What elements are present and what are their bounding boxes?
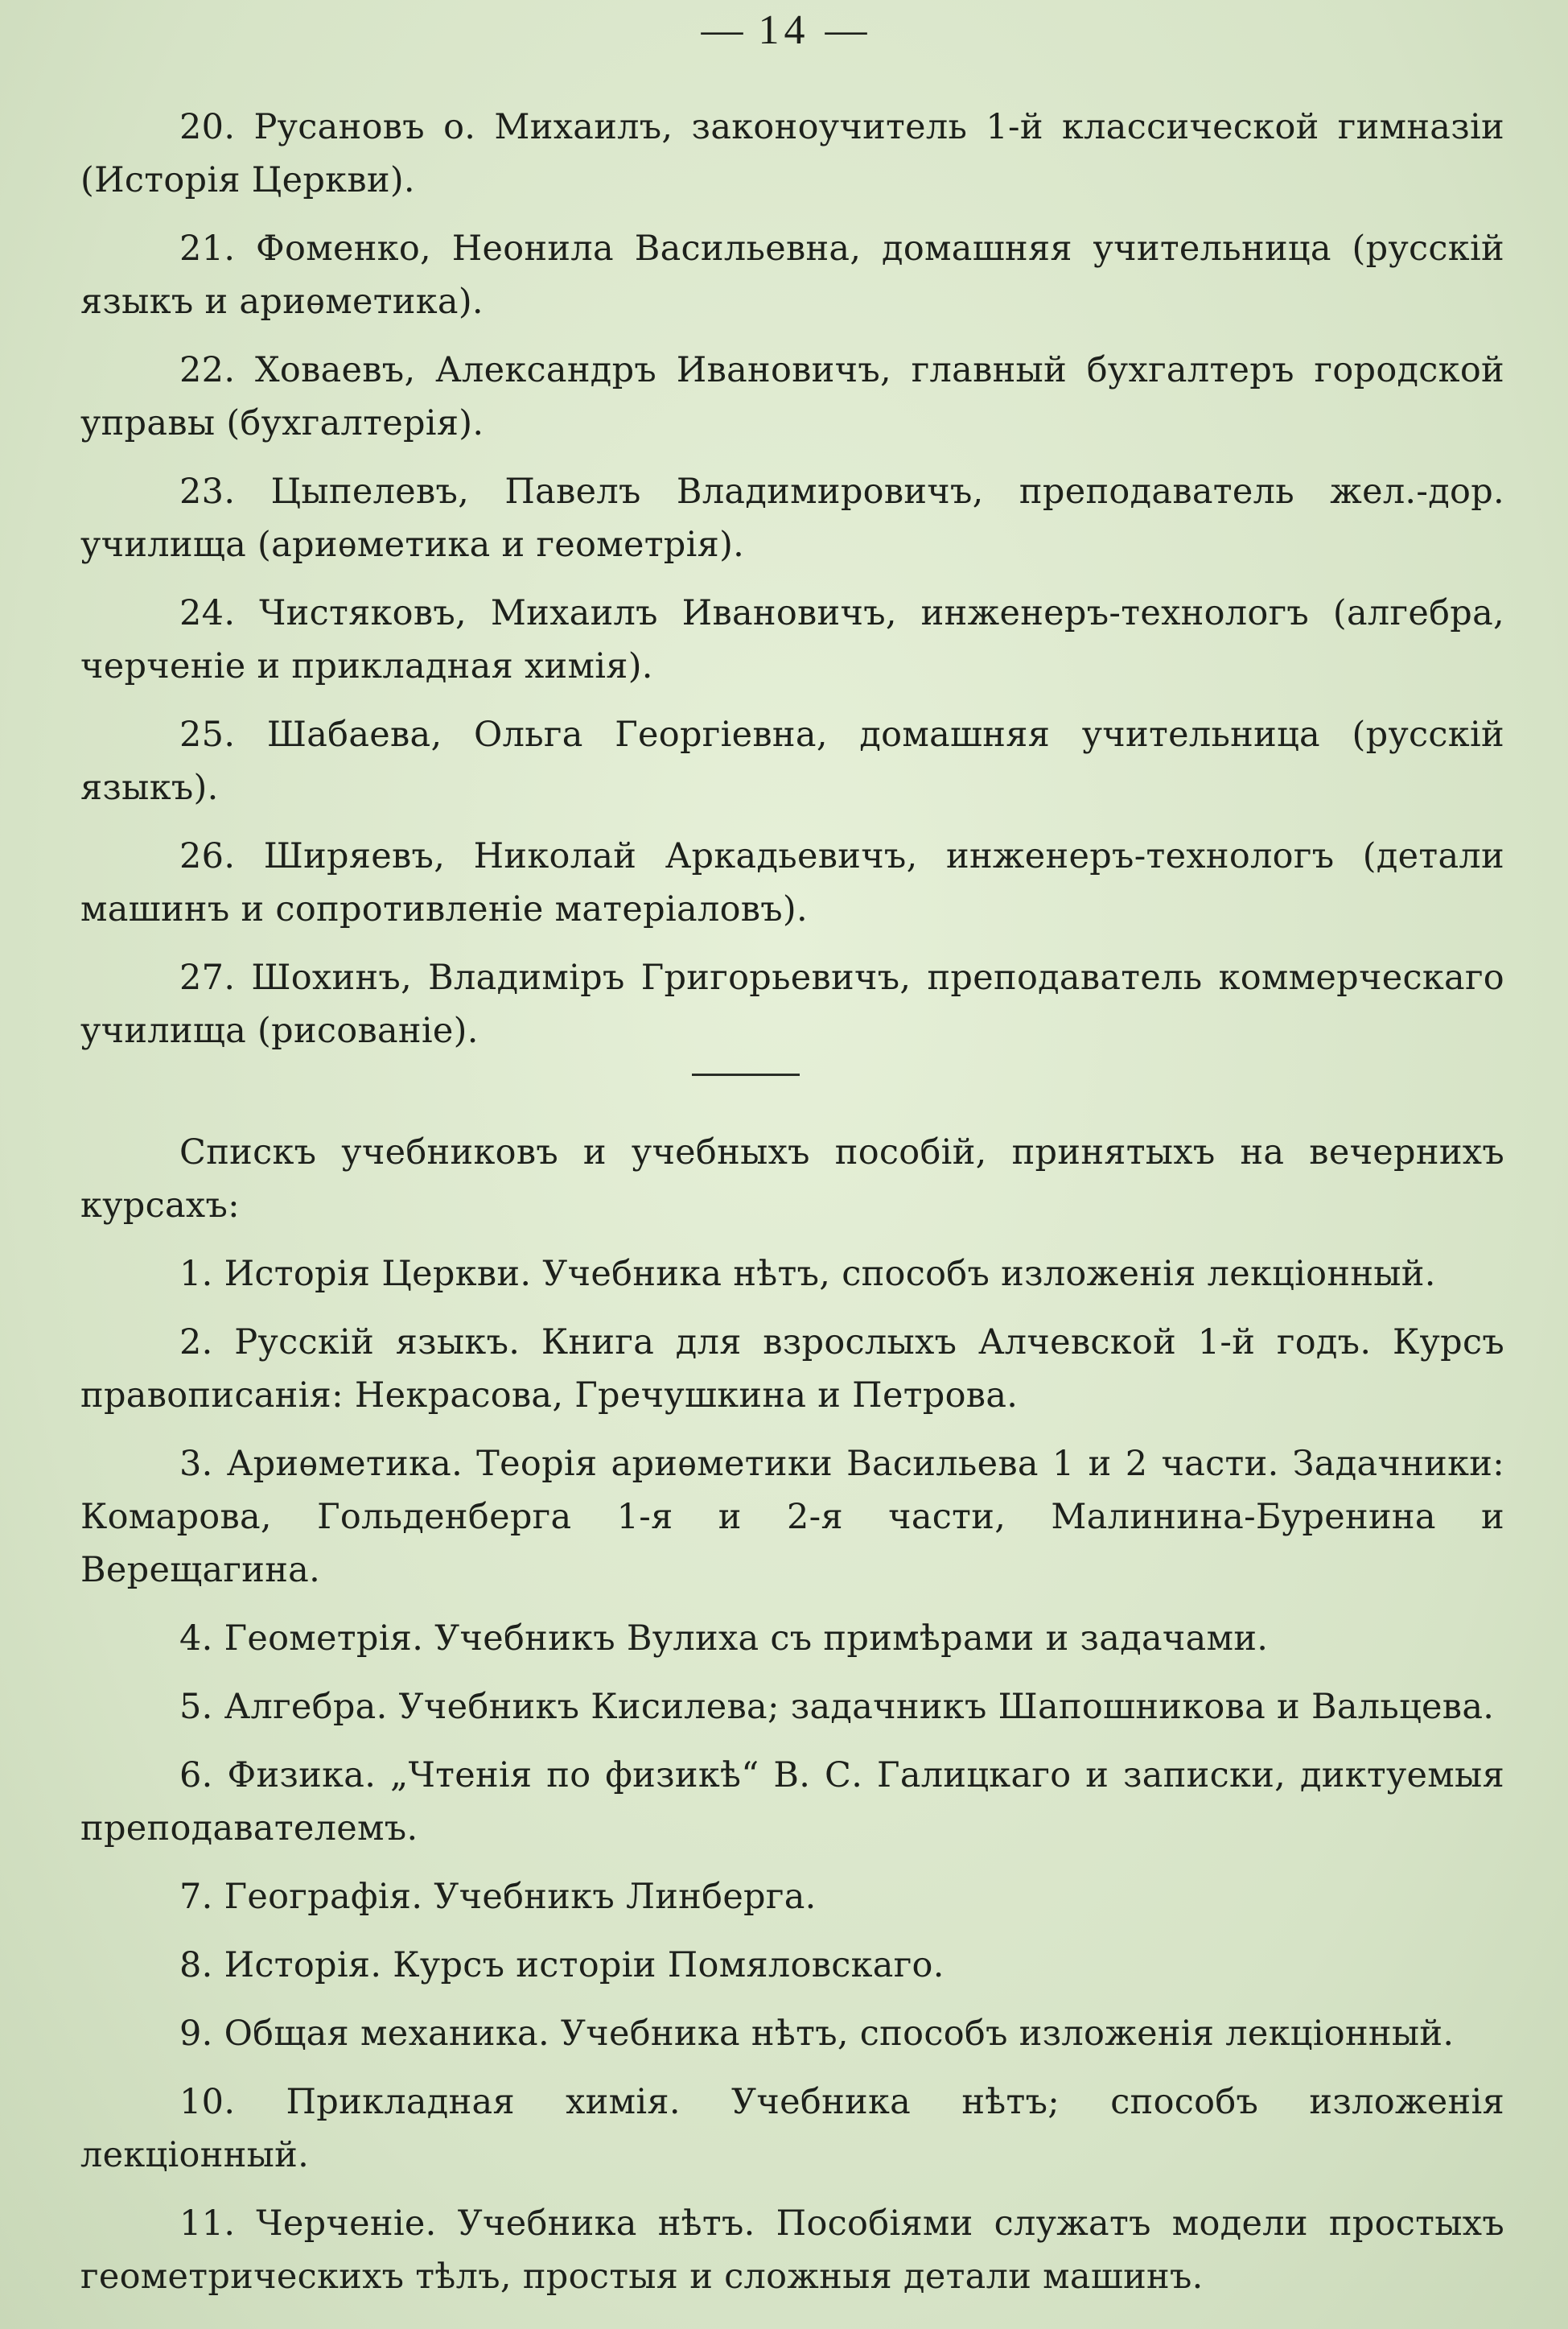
page-number: 14 [758,7,810,53]
teacher-entry: 25. Шабаева, Ольга Георгіевна, домашняя учительница (русскій языкъ). [80,715,1504,808]
teacher-entry: 21. Фоменко, Неонила Васильевна, домашняя учительница (русскій языкъ и ариѳметика). [80,229,1504,322]
textbook-entry: 4. Геометрія. Учебникъ Вулиха съ примѣрами и задачами. [179,1618,1269,1659]
main-text [80,101,1504,2319]
teacher-entry: 27. Шохинъ, Владиміръ Григорьевичъ, преподаватель коммерческаго училища (рисованіе). [80,958,1504,1051]
textbook-entry: 6. Физика. „Чтенія по физикѣ“ В. С. Галицкаго и записки, диктуемыя преподавателемъ. [80,1755,1504,1849]
textbook-entry: 7. Географія. Учебникъ Линберга. [179,1877,817,1917]
textbook-entry: 11. Черченіе. Учебника нѣтъ. Пособіями служатъ модели простыхъ геометрическихъ тѣлъ, простыя и сложныя детали машинъ. [80,2203,1504,2297]
teacher-entry: 23. Цыпелевъ, Павелъ Владимировичъ, преподаватель жел.-дор. училища (ариѳметика и геометрія). [80,472,1504,565]
textbook-entry: 10. Прикладная химія. Учебника нѣтъ; способъ изложенія лекціонный. [80,2082,1504,2175]
section-divider [692,1074,800,1076]
textbook-entry: 2. Русскій языкъ. Книга для взрослыхъ Алчевской 1-й годъ. Курсъ правописанія: Некрасова, Гречушкина и Петрова. [80,1322,1504,1416]
teacher-entry: 20. Русановъ о. Михаилъ, законоучитель 1-й классической гимназіи (Исторія Церкви). [80,107,1504,200]
page-header: — 14 — [701,7,867,53]
textbook-entry: 1. Исторія Церкви. Учебника нѣтъ, способъ изложенія лекціонный. [179,1254,1436,1294]
textbook-entry: 5. Алгебра. Учебникъ Кисилева; задачникъ Шапошникова и Вальцева. [179,1687,1495,1727]
teacher-entry: 22. Ховаевъ, Александръ Ивановичъ, главный бухгалтеръ городской управы (бухгалтерія). [80,350,1504,443]
textbooks-intro: Спискъ учебниковъ и учебныхъ пособій, принятыхъ на вечернихъ курсахъ: [80,1132,1504,1226]
textbook-entry: 8. Исторія. Курсъ исторіи Помяловскаго. [179,1945,945,1985]
textbook-entry: 3. Ариѳметика. Теорія ариѳметики Васильева 1 и 2 части. Задачники: Комарова, Гольденберга 1-я и 2-я части, Малинина-Буренина и Верещагина. [80,1444,1504,1590]
textbook-entry: 9. Общая механика. Учебника нѣтъ, способъ изложенія лекціонный. [179,2014,1455,2054]
teacher-entry: 26. Ширяевъ, Николай Аркадьевичъ, инженеръ-технологъ (детали машинъ и сопротивленіе матеріаловъ). [80,836,1504,930]
teacher-entry: 24. Чистяковъ, Михаилъ Ивановичъ, инженеръ-технологъ (алгебра, черченіе и прикладная химія). [80,593,1504,686]
